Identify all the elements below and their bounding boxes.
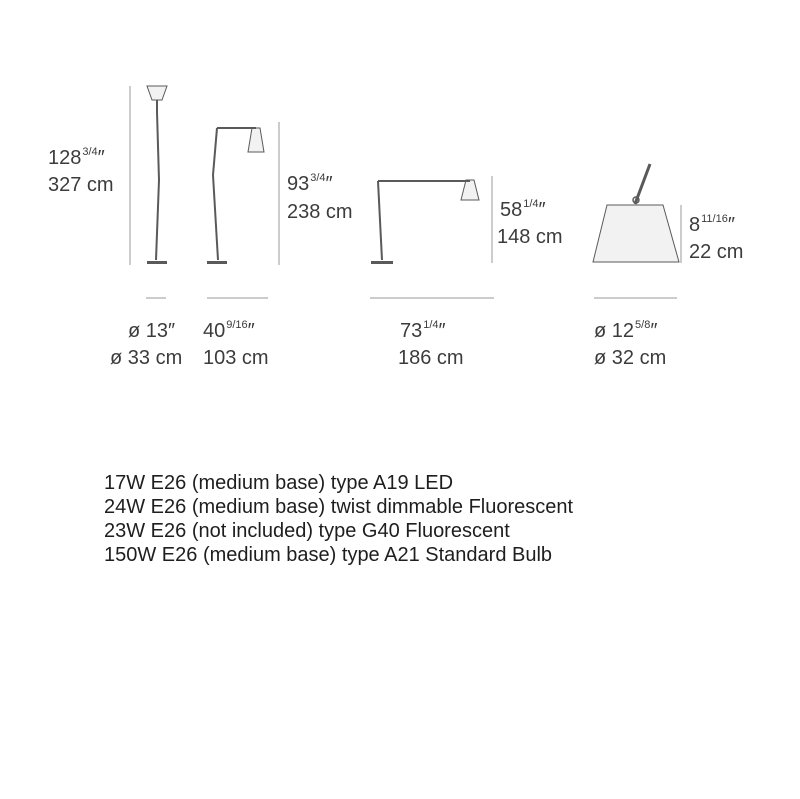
- lamp-3-height-inches: $58^{1/4}''$: [500, 198, 546, 221]
- lamp-2-reach-cm: 103 cm: [203, 347, 269, 369]
- lamp-3-reach-cm: 186 cm: [398, 347, 464, 369]
- lamp-2-reach-inches: $40^{9/16}''$: [203, 319, 255, 342]
- lamp-3-height-cm: 148 cm: [497, 226, 563, 248]
- lamp-1-height-inches: $128^{3/4}''$: [48, 146, 105, 169]
- shade-figure: [593, 164, 679, 262]
- lamp-2-height-cm: 238 cm: [287, 201, 353, 223]
- bulb-spec-2: 24W E26 (medium base) twist dimmable Fluorescent: [104, 496, 574, 518]
- shade-height-cm: 22 cm: [689, 241, 744, 263]
- lamp-2-height-inches: $93^{3/4}''$: [287, 172, 333, 195]
- lamp-1-base-cm: ø 33 cm: [110, 347, 183, 369]
- shade-diameter-inches: ø $12^{5/8}''$: [594, 319, 658, 342]
- lamp-1-base-inches: ø 13″: [128, 320, 176, 342]
- lamp-1-height-cm: 327 cm: [48, 174, 114, 196]
- shade-diameter-cm: ø 32 cm: [594, 347, 667, 369]
- floor-lamp-horizontal-figure: [371, 180, 479, 264]
- floor-lamp-extended-figure: [207, 128, 264, 264]
- lamp-3-reach-inches: $73^{1/4}''$: [400, 319, 446, 342]
- bulb-spec-4: 150W E26 (medium base) type A21 Standard Bulb: [104, 544, 553, 566]
- tall-floor-lamp-figure: [147, 86, 167, 264]
- shade-height-inches: $8^{11/16}''$: [689, 213, 735, 236]
- bulb-spec-list: [104, 471, 573, 567]
- bulb-spec-1: 17W E26 (medium base) type A19 LED: [104, 472, 454, 494]
- bulb-spec-3: 23W E26 (not included) type G40 Fluorescent: [104, 520, 510, 542]
